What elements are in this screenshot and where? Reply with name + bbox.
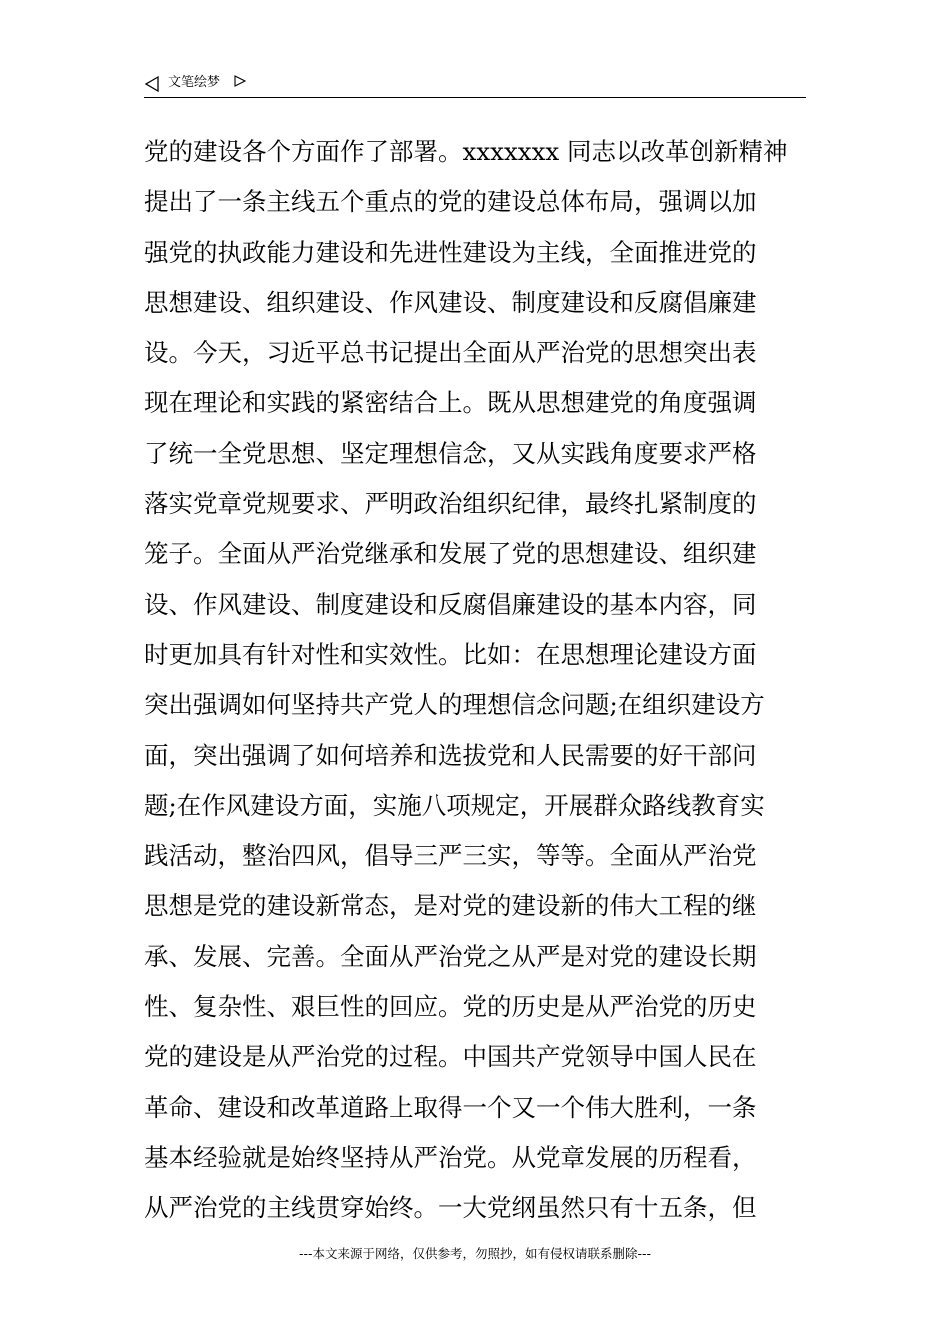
page-header [144,72,806,96]
text-line: 革命、建设和改革道路上取得一个又一个伟大胜利，一条 [144,1092,757,1122]
text-line: 面，突出强调了如何培养和选拔党和人民需要的好干部问 [144,740,757,770]
document-body [144,127,806,1234]
header-title: 文笔绘梦 [168,75,221,90]
text-line: 党的建设各个方面作了部署。xxxxxxx 同志以改革创新精神 [144,137,788,166]
text-line: 性、复杂性、艰巨性的回应。党的历史是从严治党的历史 [144,992,757,1022]
text-line: 提出了一条主线五个重点的党的建设总体布局，强调以加 [144,187,757,217]
triangle-right-icon [234,75,246,87]
text-line: 思想建设、组织建设、作风建设、制度建设和反腐倡廉建 [144,287,757,317]
text-line: 从严治党的主线贯穿始终。一大党纲虽然只有十五条，但 [144,1193,757,1223]
text-line: 基本经验就是始终坚持从严治党。从党章发展的历程看， [144,1142,757,1172]
footer-disclaimer: ---本文来源于网络，仅供参考，勿照抄，如有侵权请联系删除--- [298,1246,652,1261]
text-line: 了统一全党思想、坚定理想信念，又从实践角度要求严格 [144,438,757,468]
header-divider [144,97,806,98]
text-line: 落实党章党规要求、严明政治组织纪律，最终扎紧制度的 [144,489,757,519]
text-line: 设、作风建设、制度建设和反腐倡廉建设的基本内容，同 [144,589,757,619]
text-line: 践活动，整治四风，倡导三严三实，等等。全面从严治党 [144,841,757,871]
text-line: 承、发展、完善。全面从严治党之从严是对党的建设长期 [144,941,757,971]
text-line: 党的建设是从严治党的过程。中国共产党领导中国人民在 [144,1042,757,1072]
text-line: 现在理论和实践的紧密结合上。既从思想建党的角度强调 [144,388,757,418]
triangle-left-icon [144,76,160,92]
text-line: 题;在作风建设方面，实施八项规定，开展群众路线教育实 [144,790,765,820]
text-line: 强党的执政能力建设和先进性建设为主线，全面推进党的 [144,237,757,267]
text-line: 突出强调如何坚持共产党人的理想信念问题;在组织建设方 [144,690,765,720]
text-line: 思想是党的建设新常态，是对党的建设新的伟大工程的继 [144,891,757,921]
text-line: 设。今天，习近平总书记提出全面从严治党的思想突出表 [144,338,757,368]
text-line: 笼子。全面从严治党继承和发展了党的思想建设、组织建 [144,539,757,569]
text-line: 时更加具有针对性和实效性。比如：在思想理论建设方面 [144,639,757,669]
